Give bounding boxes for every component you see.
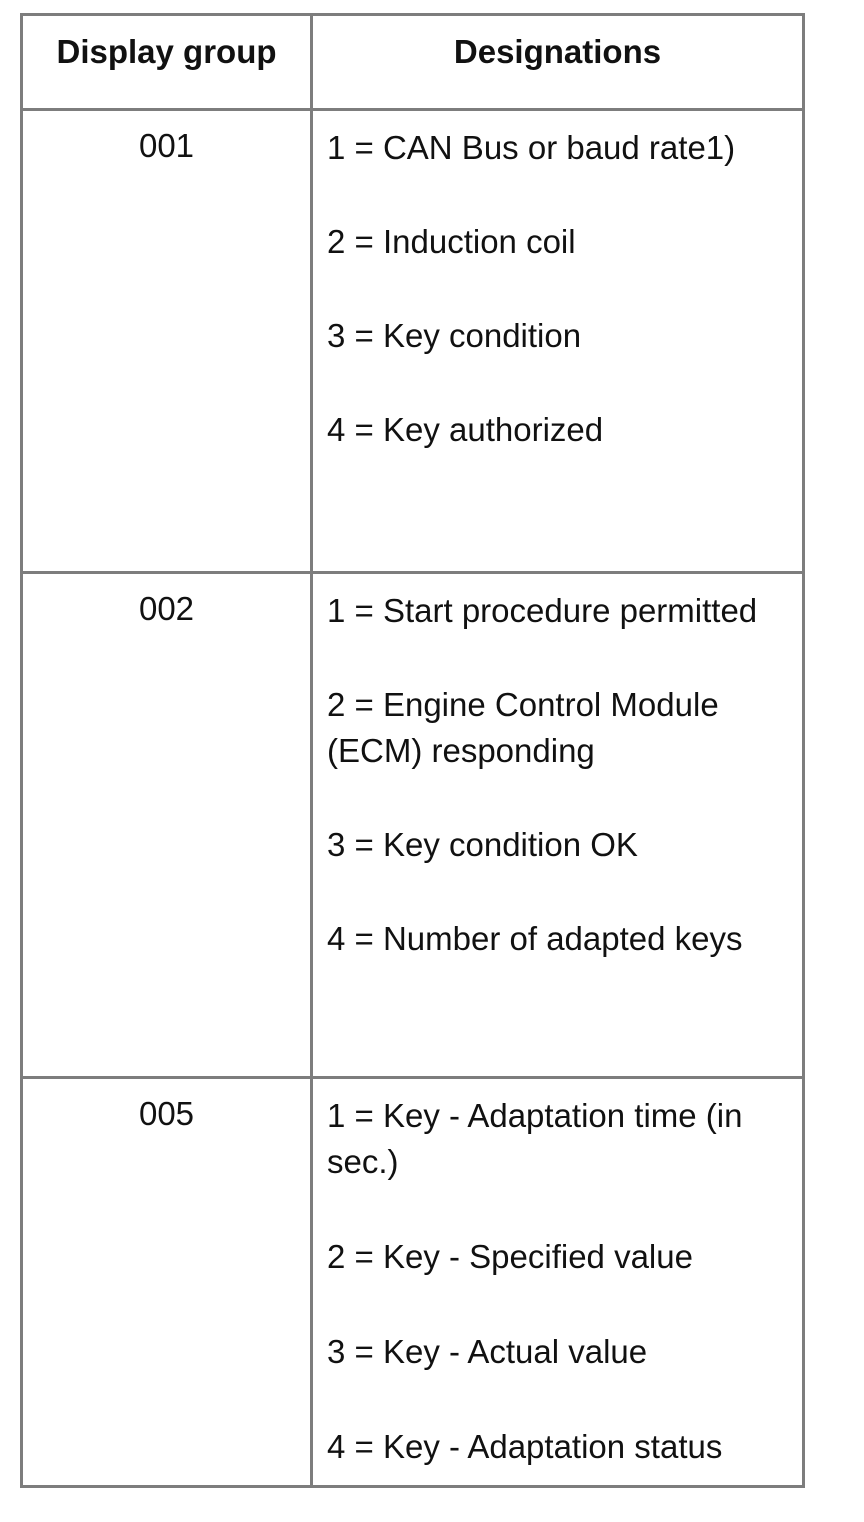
designation-item: 1 = CAN Bus or baud rate1) <box>327 129 736 166</box>
table-row <box>22 1078 804 1487</box>
display-group-cell: 001 <box>22 110 312 573</box>
designation-item: 4 = Number of adapted keys <box>327 920 743 957</box>
designation-item: 3 = Key - Actual value <box>327 1333 648 1370</box>
display-group-cell: 002 <box>22 573 312 1078</box>
designations-cell <box>312 573 804 1078</box>
designations-cell <box>312 110 804 573</box>
designation-item: 4 = Key - Adaptation status <box>327 1428 723 1465</box>
designation-item: 2 = Engine Control Module (ECM) responding <box>327 686 719 769</box>
designation-item: 4 = Key authorized <box>327 411 604 448</box>
designation-item: 1 = Key - Adaptation time (in sec.) <box>327 1097 743 1180</box>
display-group-table <box>20 13 805 1488</box>
table-row <box>22 573 804 1078</box>
display-group-cell: 005 <box>22 1078 312 1487</box>
header-designations: Designations <box>312 15 804 110</box>
designation-item: 2 = Key - Specified value <box>327 1238 693 1275</box>
designation-item: 3 = Key condition OK <box>327 826 638 863</box>
designation-item: 2 = Induction coil <box>327 223 576 260</box>
table-header-row <box>22 15 804 110</box>
table-row <box>22 110 804 573</box>
designation-item: 1 = Start procedure permitted <box>327 592 758 629</box>
designations-cell <box>312 1078 804 1487</box>
header-display-group: Display group <box>22 15 312 110</box>
designation-item: 3 = Key condition <box>327 317 582 354</box>
